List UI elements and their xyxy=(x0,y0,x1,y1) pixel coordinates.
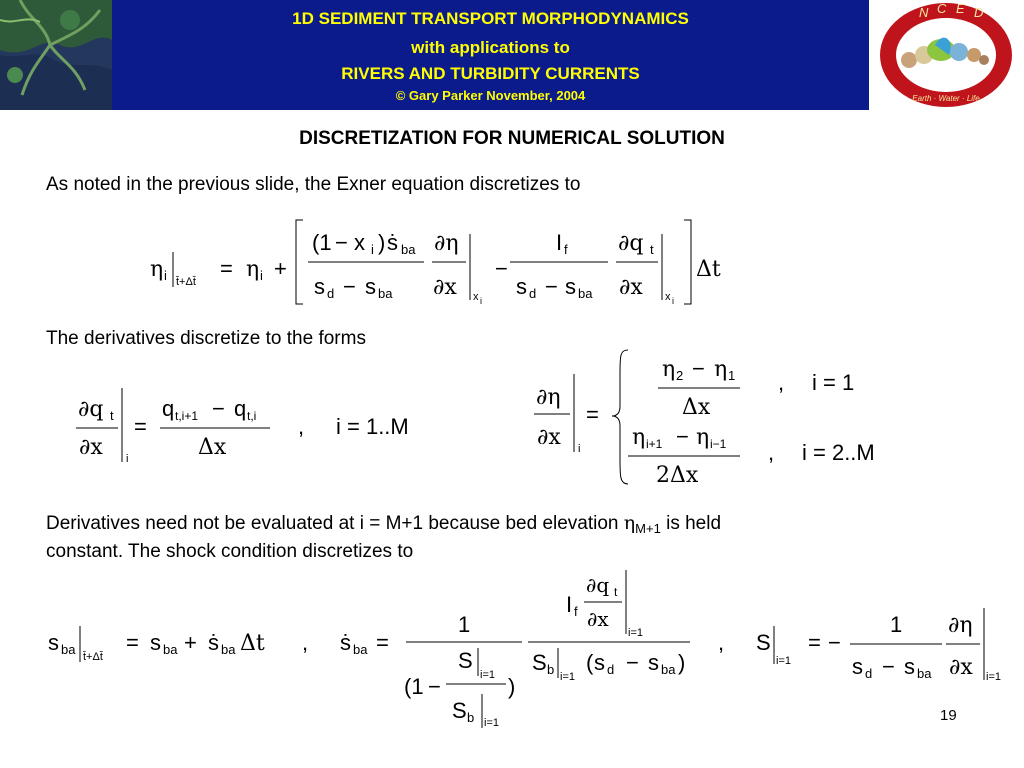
equals-sign: = xyxy=(134,414,147,439)
equals-sign: = xyxy=(220,256,233,281)
partial-x: ∂x xyxy=(619,275,643,300)
delta-satellite-image xyxy=(0,0,112,110)
delta-t: Δt xyxy=(696,257,721,282)
time-level-subscript: t̄+Δt̄ xyxy=(83,651,103,663)
eta-symbol: η xyxy=(150,257,164,282)
subscript-b: b xyxy=(467,710,475,725)
eval-i: i xyxy=(126,453,129,465)
comma: , xyxy=(768,440,775,465)
delta-x: Δx xyxy=(682,395,711,420)
s-symbol: s xyxy=(852,654,863,679)
minus-sign: − xyxy=(428,674,441,699)
shock-condition-text: constant. The shock condition discretizes to xyxy=(46,541,414,562)
subscript-ba: ba xyxy=(221,642,236,657)
eval-i-equals-1: i=1 xyxy=(560,671,575,683)
partial-x: ∂x xyxy=(537,425,561,450)
s-symbol: s xyxy=(314,274,325,299)
course-title-banner xyxy=(112,0,869,110)
slide-header xyxy=(0,0,1024,110)
minus-sign: − xyxy=(676,424,689,449)
nced-logo xyxy=(869,0,1024,110)
logo-letter-d: D xyxy=(974,5,984,20)
logo-letter-n: N xyxy=(919,5,929,20)
S-symbol: S xyxy=(532,650,547,675)
subscript-ba: ba xyxy=(353,642,368,657)
right-bracket xyxy=(684,220,691,304)
numerator-one: 1 xyxy=(890,612,903,637)
eval-i-equals-1: i=1 xyxy=(484,717,499,729)
subscript-i: i xyxy=(371,242,374,257)
s-symbol: s xyxy=(648,650,659,675)
minus-sign: − xyxy=(495,256,508,281)
equals-sign: = xyxy=(126,630,139,655)
s-symbol: s xyxy=(565,274,576,299)
comma: , xyxy=(302,630,309,655)
subscript-t: t xyxy=(614,585,618,599)
I-symbol: I xyxy=(566,592,573,617)
minus-sign: − xyxy=(343,274,356,299)
subscript-i: i xyxy=(164,268,167,283)
eval-x: x xyxy=(665,291,671,303)
S-symbol: S xyxy=(452,698,467,723)
S-symbol: S xyxy=(756,630,771,655)
subscript-ba: ba xyxy=(661,662,676,677)
eta-symbol: η xyxy=(246,257,260,282)
logo-letter-e: E xyxy=(956,1,965,16)
eval-i: i xyxy=(672,296,674,306)
derivatives-note-post: is held xyxy=(666,513,722,534)
partial-x: ∂x xyxy=(587,607,609,631)
bed-slope-derivative-equation xyxy=(528,344,908,490)
s-dot: ṡ xyxy=(387,230,398,255)
eval-i-equals-1: i=1 xyxy=(776,655,791,667)
partial-q: ∂q xyxy=(618,231,644,256)
subscript-2: 2 xyxy=(676,368,684,383)
subscript-d: d xyxy=(865,666,873,681)
comma: , xyxy=(718,630,725,655)
right-paren: ) xyxy=(678,650,686,675)
slide-title: DISCRETIZATION FOR NUMERICAL SOLUTION xyxy=(299,128,725,149)
partial-q: ∂q xyxy=(78,397,104,422)
s-symbol: s xyxy=(594,650,605,675)
subscript-ba: ba xyxy=(917,666,932,681)
course-title-line-2: with applications to xyxy=(411,38,570,57)
partial-eta: ∂η xyxy=(536,385,561,410)
eval-x: x xyxy=(473,291,479,303)
minus-sign: − xyxy=(882,654,895,679)
subscript-f: f xyxy=(574,604,578,619)
close-paren: ) xyxy=(378,230,386,255)
minus-sign: − xyxy=(212,396,225,421)
derivatives-note-pre: Derivatives need not be evaluated at i = M+1 because bed elevation xyxy=(46,513,619,534)
delta-t: Δt xyxy=(240,631,265,656)
shock-velocity-equation xyxy=(334,566,744,736)
I-symbol: I xyxy=(556,230,563,255)
subscript-ba: ba xyxy=(378,286,393,301)
s-symbol: s xyxy=(150,630,161,655)
equals-sign: = xyxy=(586,402,599,427)
s-dot: ṡ xyxy=(340,630,351,655)
case-1-condition: i = 1 xyxy=(812,370,855,395)
partial-x: ∂x xyxy=(433,275,457,300)
subscript-d: d xyxy=(327,286,335,301)
shock-position-update-equation xyxy=(40,612,330,672)
left-bracket xyxy=(296,220,303,304)
plus-sign: + xyxy=(184,630,197,655)
logo-letter-c: C xyxy=(937,1,947,16)
course-title-line-3: RIVERS AND TURBIDITY CURRENTS xyxy=(341,64,640,83)
sediment-flux-derivative-equation xyxy=(70,382,440,472)
eta-symbol: η xyxy=(714,357,728,382)
one-open-paren: (1 xyxy=(404,674,424,699)
downstream-slope-equation xyxy=(752,604,1016,688)
time-level-subscript: t̄+Δt̄ xyxy=(176,276,196,288)
partial-x: ∂x xyxy=(949,655,973,680)
eval-i-equals-1: i=1 xyxy=(986,671,1001,683)
close-paren: ) xyxy=(508,674,516,699)
minus-sign: − xyxy=(545,274,558,299)
partial-q: ∂q xyxy=(586,573,610,597)
subscript-i: i xyxy=(260,268,263,283)
eval-i: i xyxy=(480,296,482,306)
case-2-condition: i = 2..M xyxy=(802,440,875,465)
eta-symbol: η xyxy=(696,425,710,450)
left-brace xyxy=(612,350,628,484)
subscript-ba: ba xyxy=(163,642,178,657)
minus-sign: − xyxy=(828,630,841,655)
s-symbol: s xyxy=(365,274,376,299)
comma: , xyxy=(778,370,785,395)
exner-discretization-equation xyxy=(140,212,740,312)
two-delta-x: 2Δx xyxy=(656,463,699,488)
subscript-1: 1 xyxy=(728,368,736,383)
numerator-one: 1 xyxy=(458,612,471,637)
intro-text: As noted in the previous slide, the Exner equation discretizes to xyxy=(46,174,581,195)
subscript-t-i: t,i xyxy=(247,409,257,423)
subscript-f: f xyxy=(564,242,568,257)
eta-symbol: η xyxy=(662,357,676,382)
logo-motto: Earth · Water · Life xyxy=(912,94,980,103)
q-symbol: q xyxy=(234,396,247,421)
s-symbol: s xyxy=(904,654,915,679)
page-number: 19 xyxy=(940,707,957,724)
s-symbol: s xyxy=(516,274,527,299)
equals-sign: = xyxy=(376,630,389,655)
s-symbol: s xyxy=(48,630,59,655)
subscript-ba: ba xyxy=(578,286,593,301)
eval-i: i xyxy=(578,443,581,455)
minus-x: − x xyxy=(335,230,365,255)
partial-eta: ∂η xyxy=(948,613,973,638)
derivatives-text: The derivatives discretize to the forms xyxy=(46,328,366,349)
S-symbol: S xyxy=(458,648,473,673)
subscript-ba: ba xyxy=(401,242,416,257)
eta-symbol: η xyxy=(623,512,636,534)
left-paren: ( xyxy=(586,650,594,675)
partial-x: ∂x xyxy=(79,435,103,460)
index-range: i = 1..M xyxy=(336,414,409,439)
subscript-i-plus-1: i+1 xyxy=(646,437,663,451)
partial-eta: ∂η xyxy=(434,231,459,256)
minus-sign: − xyxy=(626,650,639,675)
subscript-b: b xyxy=(547,662,555,677)
copyright-line: © Gary Parker November, 2004 xyxy=(395,88,586,103)
minus-sign: − xyxy=(692,356,705,381)
s-dot: ṡ xyxy=(208,630,219,655)
course-title-line-1: 1D SEDIMENT TRANSPORT MORPHODYNAMICS xyxy=(292,9,689,28)
subscript-i-minus-1: i−1 xyxy=(710,437,727,451)
subscript-ba: ba xyxy=(61,642,76,657)
subscript-m-plus-1: M+1 xyxy=(635,521,661,536)
eval-i-equals-1: i=1 xyxy=(480,669,495,681)
plus-sign: + xyxy=(274,256,287,281)
comma: , xyxy=(298,414,305,439)
subscript-t: t xyxy=(650,242,654,257)
derivatives-note xyxy=(46,512,721,535)
q-symbol: q xyxy=(162,396,175,421)
one-open-paren: (1 xyxy=(312,230,332,255)
subscript-d: d xyxy=(607,662,615,677)
delta-x: Δx xyxy=(198,435,227,460)
subscript-t: t xyxy=(110,408,114,423)
eta-symbol: η xyxy=(632,425,646,450)
equals-sign: = xyxy=(808,630,821,655)
subscript-d: d xyxy=(529,286,537,301)
subscript-t-i-plus-1: t,i+1 xyxy=(175,409,199,423)
eval-i-equals-1: i=1 xyxy=(628,627,643,639)
